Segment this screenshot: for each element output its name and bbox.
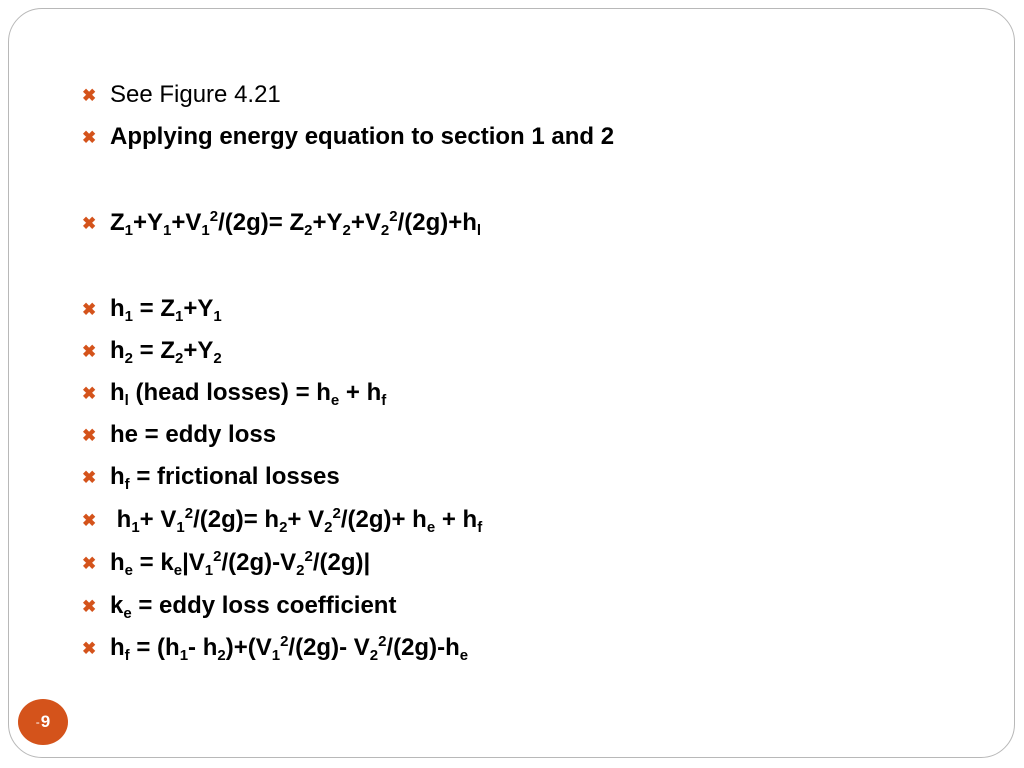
x-mark-icon: ✖ (82, 213, 97, 233)
equation-frictional-losses: $h_f$ = frictional losses (110, 463, 340, 493)
bullet-item (82, 417, 276, 453)
bullet-list (82, 0, 982, 768)
equation-head-losses: $h_l$ (head losses) = $h_e + h_f$ (110, 379, 387, 409)
bullet-item (82, 588, 396, 624)
equation-h1: $h_1 = Z_1+Y_1$ (110, 295, 222, 325)
bullet-text: he = eddy loss (110, 421, 277, 448)
x-mark-icon: ✖ (82, 299, 97, 319)
equation-h2: $h_2 = Z_2+Y_2$ (110, 337, 222, 367)
equation-frictional-head: $h_f = (h_1-$ $h_2)+(V_1^2/(2g)-$ $V_2^2/(2g)-h_e$ (110, 633, 469, 664)
x-mark-icon: ✖ (82, 341, 97, 361)
bullet-item (82, 77, 281, 113)
bullet-item (82, 119, 614, 155)
x-mark-icon: ✖ (82, 425, 97, 445)
x-mark-icon: ✖ (82, 638, 97, 658)
x-mark-icon: ✖ (82, 510, 97, 530)
page-number-prefix: - (35, 715, 40, 729)
x-mark-icon: ✖ (82, 383, 97, 403)
bullet-item (82, 291, 222, 327)
bullet-item (82, 375, 386, 411)
bullet-item (82, 502, 482, 538)
bullet-item (82, 205, 481, 241)
x-mark-icon: ✖ (82, 85, 97, 105)
equation-eddy-loss: $h_e = k_e|V_1^2/(2g)-V_2^2/(2g)|$ (110, 548, 371, 579)
bullet-item (82, 333, 222, 369)
page-number-badge (18, 699, 68, 745)
bullet-item (82, 459, 340, 495)
x-mark-icon: ✖ (82, 467, 97, 487)
equation-eddy-coefficient: $k_e$ = eddy loss coefficient (110, 592, 397, 622)
page-number: 9 (40, 712, 51, 731)
x-mark-icon: ✖ (82, 553, 97, 573)
equation-energy-expanded: $h_1+ V_1^2/(2g)= h_2+ V_2^2/(2g)+ h_e + h_f$ (110, 505, 483, 536)
equation-energy: $Z_1+Y_1+V_1^2/(2g)= Z_2+Y_2+V_2^2/(2g)+h_l$ (110, 208, 482, 239)
bullet-item (82, 545, 370, 581)
x-mark-icon: ✖ (82, 596, 97, 616)
bullet-text: See Figure 4.21 (110, 81, 281, 108)
bullet-text: Applying energy equation to section 1 and 2 (110, 123, 615, 150)
x-mark-icon: ✖ (82, 127, 97, 147)
bullet-item (82, 630, 468, 666)
